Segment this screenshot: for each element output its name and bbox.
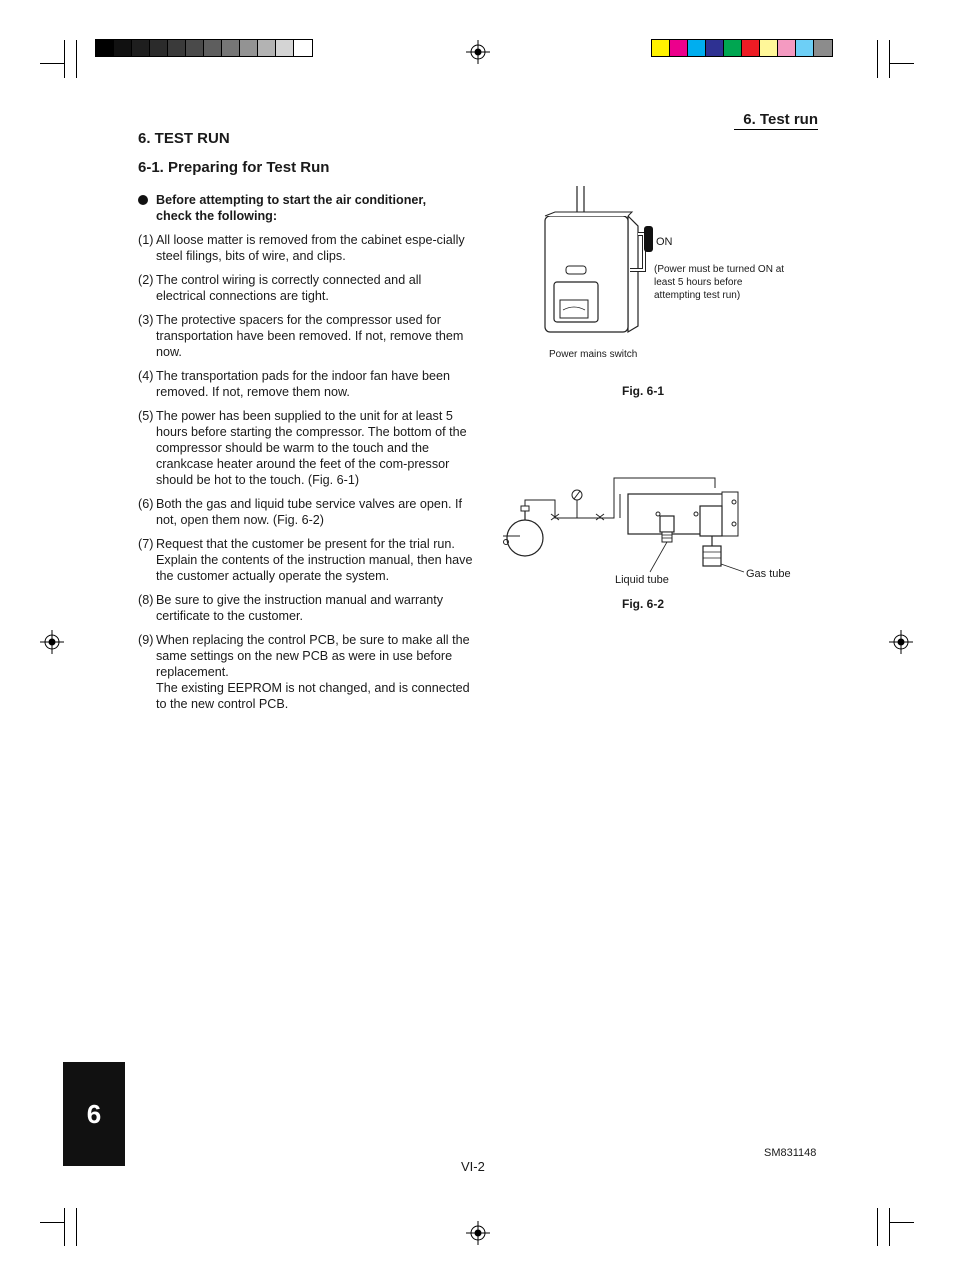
checklist-item [138,592,473,624]
checklist [138,192,473,720]
crop-mark [40,63,64,64]
color-swatch [276,40,294,56]
switch-on-label: ON [656,236,673,248]
item-text: Both the gas and liquid tube service valves are open. If not, open them now. (Fig. 6-2) [156,497,462,527]
power-note: (Power must be turned ON at least 5 hours before attempting test run) [654,264,785,301]
item-text: The protective spacers for the compressor used for transportation have been removed. If not, remove them now. [156,313,464,359]
item-number: (6) [138,497,154,511]
item-number: (8) [138,593,154,607]
registration-target-icon [466,40,490,64]
crop-mark [890,63,914,64]
checklist-item [138,368,473,400]
item-number: (5) [138,409,154,423]
figure-caption: Fig. 6-1 [622,384,665,398]
item-text: When replacing the control PCB, be sure to make all the same settings on the new PCB as were in use before replacement. [156,633,470,679]
checklist-item [138,312,473,360]
color-swatch [240,40,258,56]
gas-tube-label: Gas tube [746,568,791,580]
item-text-continued: Explain the contents of the instruction manual, then have the customer actually operate the system. [156,553,473,583]
item-number: (2) [138,273,154,287]
crop-mark [64,40,65,78]
color-swatch [760,40,778,56]
color-swatch [114,40,132,56]
power-mains-switch-label: Power mains switch [549,349,638,360]
service-valve-diagram [500,470,760,580]
color-swatch [204,40,222,56]
checklist-item [138,232,473,264]
crop-mark [40,1222,64,1223]
checklist-item [138,632,473,712]
color-swatch [670,40,688,56]
color-swatch [132,40,150,56]
page-number: VI-2 [461,1159,485,1174]
page-title: 6. TEST RUN [138,130,230,147]
item-text: Request that the customer be present for the trial run. [156,537,455,551]
section-header: 6. Test run [734,111,818,130]
color-swatch [706,40,724,56]
color-swatch [168,40,186,56]
bullet-icon [138,195,148,205]
crop-mark [877,1208,878,1246]
power-mains-switch-illustration [540,186,660,346]
color-swatch [688,40,706,56]
crop-mark [76,1208,77,1246]
color-swatch [796,40,814,56]
crop-mark [890,1222,914,1223]
color-swatch [294,40,312,56]
checklist-item [138,408,473,488]
crop-mark [64,1208,65,1246]
crop-mark [877,40,878,78]
liquid-tube-label: Liquid tube [615,574,669,586]
item-number: (4) [138,369,154,383]
color-swatch-strip [651,39,833,57]
checklist-item [138,496,473,528]
section-subtitle: 6-1. Preparing for Test Run [138,159,330,176]
registration-target-icon [40,630,64,654]
gray-swatch-strip [95,39,313,57]
checklist-item [138,272,473,304]
item-text-continued: The existing EEPROM is not changed, and is connected to the new control PCB. [156,681,470,711]
color-swatch [814,40,832,56]
item-text: Be sure to give the instruction manual and warranty certificate to the customer. [156,593,444,623]
checklist-items [138,232,473,712]
color-swatch [222,40,240,56]
color-swatch [186,40,204,56]
color-swatch [742,40,760,56]
item-text: The transportation pads for the indoor fan have been removed. If not, remove them now. [156,369,451,399]
item-number: (1) [138,233,154,247]
registration-target-icon [466,1221,490,1245]
item-text: All loose matter is removed from the cabinet espe-cially steel filings, bits of wire, and clips. [156,233,465,263]
crop-mark [889,1208,890,1246]
color-swatch [150,40,168,56]
checklist-intro: Before attempting to start the air conditioner, check the following: [138,192,473,224]
item-text: The power has been supplied to the unit for at least 5 hours before starting the compressor. The bottom of the compressor should be warm to the touch and the crankcase heater around the feet of the com-pressor should be hot to the touch. (Fig. 6-1) [156,409,467,487]
crop-mark [889,40,890,78]
color-swatch [96,40,114,56]
registration-target-icon [889,630,913,654]
checklist-item [138,536,473,584]
item-text: The control wiring is correctly connected and all electrical connections are tight. [156,273,422,303]
item-number: (9) [138,633,154,647]
color-swatch [778,40,796,56]
document-code: SM831148 [764,1147,817,1159]
color-swatch [724,40,742,56]
color-swatch [258,40,276,56]
item-number: (7) [138,537,154,551]
color-swatch [652,40,670,56]
chapter-tab: 6 [63,1062,125,1166]
crop-mark [76,40,77,78]
figure-caption: Fig. 6-2 [622,597,665,611]
item-number: (3) [138,313,154,327]
